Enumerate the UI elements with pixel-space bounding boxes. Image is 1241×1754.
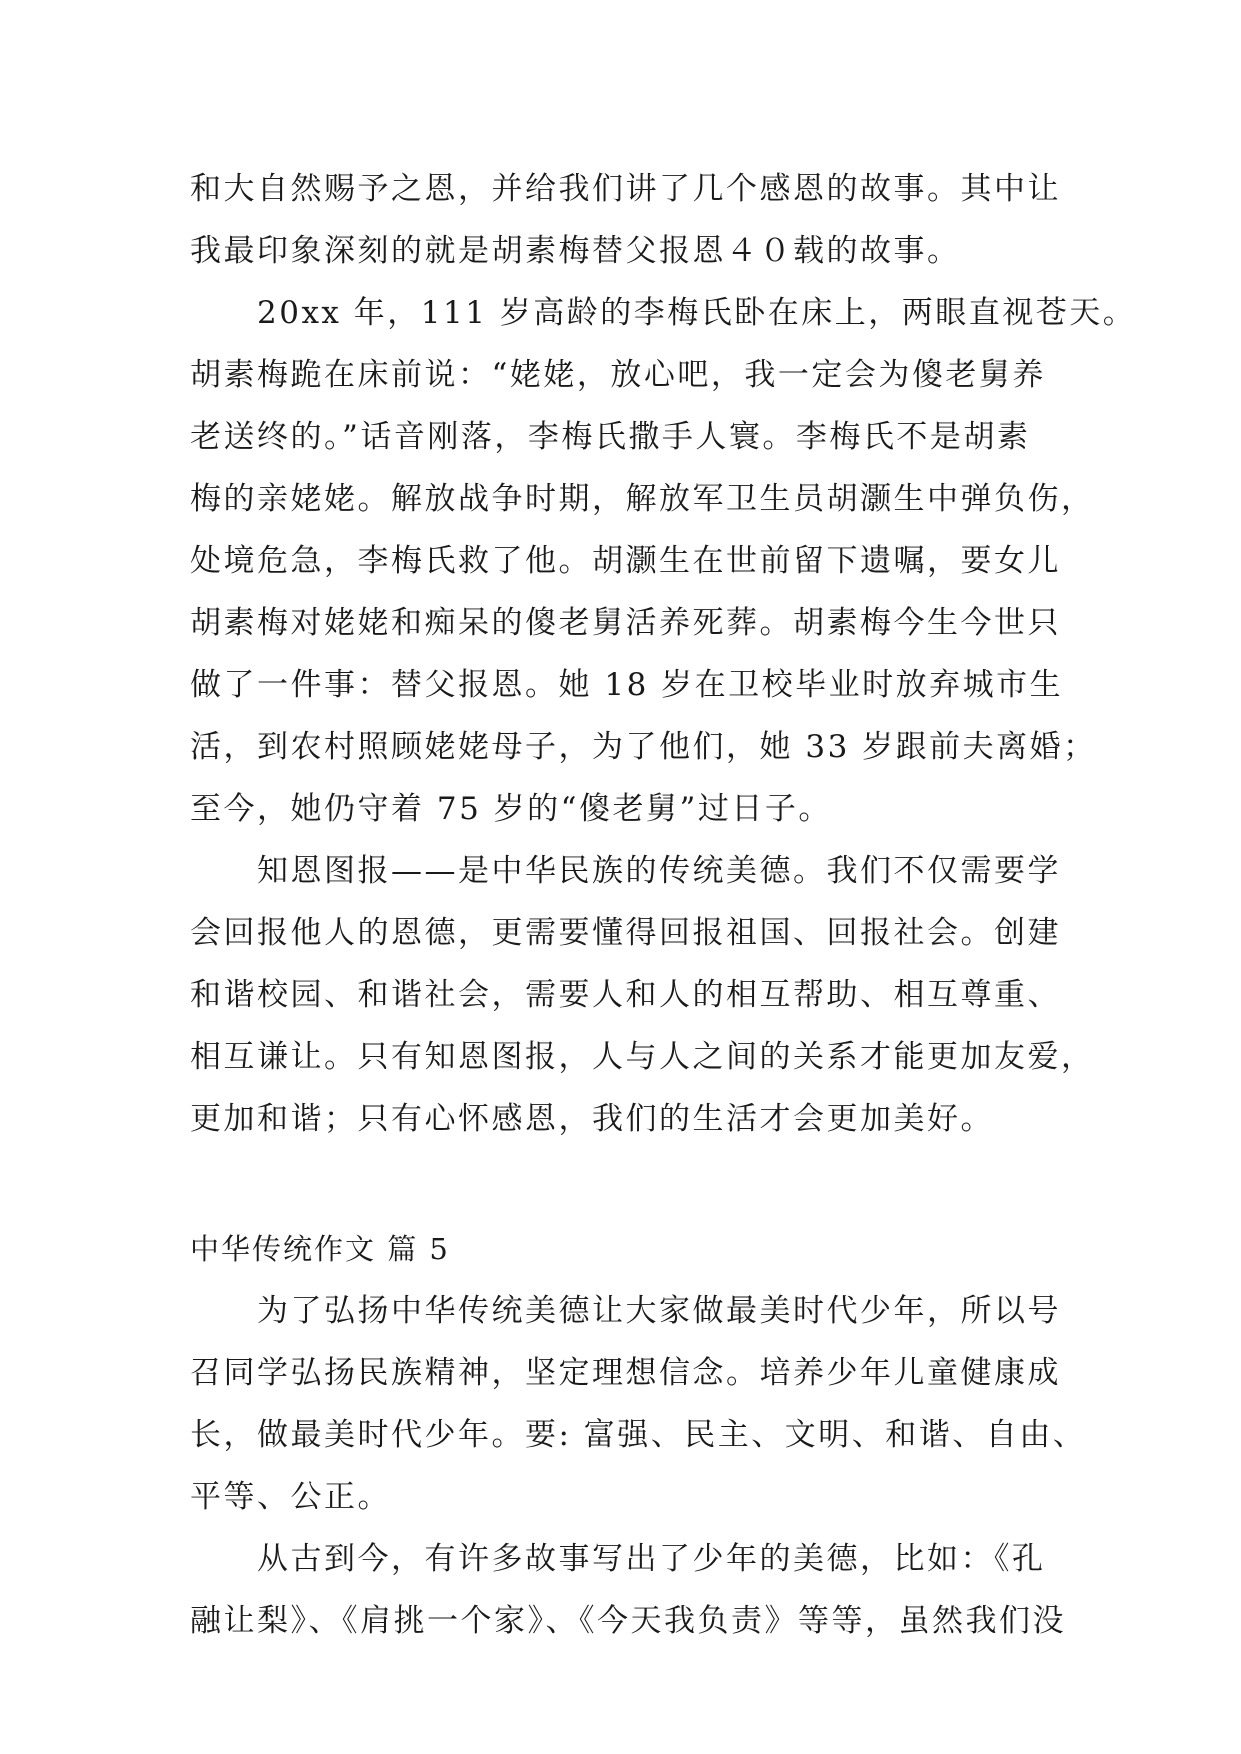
text-line: 融让梨》、《肩挑一个家》、《今天我负责》等等，虽然我们没 <box>190 1603 1066 1639</box>
text-line: 和谐校园、和谐社会，需要人和人的相互帮助、相互尊重、 <box>190 977 1061 1013</box>
paragraph-3 <box>190 840 1095 1150</box>
document-body <box>190 158 1137 1652</box>
paragraph-5 <box>190 1528 1066 1652</box>
text-line: 梅的亲姥姥。解放战争时期，解放军卫生员胡灏生中弹负伤， <box>190 481 1095 517</box>
text-line: 处境危急，李梅氏救了他。胡灏生在世前留下遗嘱，要女儿 <box>190 543 1061 579</box>
text-line: 20xx 年，111 岁高龄的李梅氏卧在床上，两眼直视苍天。 <box>257 295 1137 331</box>
text-line: 为了弘扬中华传统美德让大家做最美时代少年，所以号 <box>257 1293 1061 1329</box>
text-line: 召同学弘扬民族精神，坚定理想信念。培养少年儿童健康成 <box>190 1355 1061 1391</box>
paragraph-1 <box>190 158 1061 282</box>
text-line: 胡素梅对姥姥和痴呆的傻老舅活养死葬。胡素梅今生今世只 <box>190 605 1061 641</box>
text-line: 更加和谐；只有心怀感恩，我们的生活才会更加美好。 <box>190 1101 994 1137</box>
paragraph-2 <box>190 282 1137 840</box>
text-line: 我最印象深刻的就是胡素梅替父报恩４０载的故事。 <box>190 233 961 269</box>
text-line: 会回报他人的恩德，更需要懂得回报祖国、回报社会。创建 <box>190 915 1061 951</box>
text-line: 老送终的。”话音刚落，李梅氏撒手人寰。李梅氏不是胡素 <box>190 419 1031 455</box>
text-line: 和大自然赐予之恩，并给我们讲了几个感恩的故事。其中让 <box>190 171 1061 207</box>
text-line: 做了一件事：替父报恩。她 18 岁在卫校毕业时放弃城市生 <box>190 667 1064 703</box>
section-title: 中华传统作文 篇 5 <box>190 1232 450 1266</box>
text-line: 活，到农村照顾姥姥母子，为了他们，她 33 岁跟前夫离婚； <box>190 729 1097 765</box>
text-line: 从古到今，有许多故事写出了少年的美德，比如：《孔 <box>257 1541 1046 1577</box>
text-line: 胡素梅跪在床前说：“姥姥，放心吧，我一定会为傻老舅养 <box>190 357 1046 393</box>
text-line: 长，做最美时代少年。要: 富强、民主、文明、和谐、自由、 <box>190 1417 1087 1453</box>
text-line: 平等、公正。 <box>190 1479 391 1515</box>
paragraph-4 <box>190 1280 1087 1528</box>
section-spacer <box>190 1150 1050 1218</box>
text-line: 知恩图报——是中华民族的传统美德。我们不仅需要学 <box>257 853 1061 889</box>
text-line: 至今，她仍守着 75 岁的“傻老舅”过日子。 <box>190 791 832 827</box>
text-line: 相互谦让。只有知恩图报，人与人之间的关系才能更加友爱， <box>190 1039 1095 1075</box>
